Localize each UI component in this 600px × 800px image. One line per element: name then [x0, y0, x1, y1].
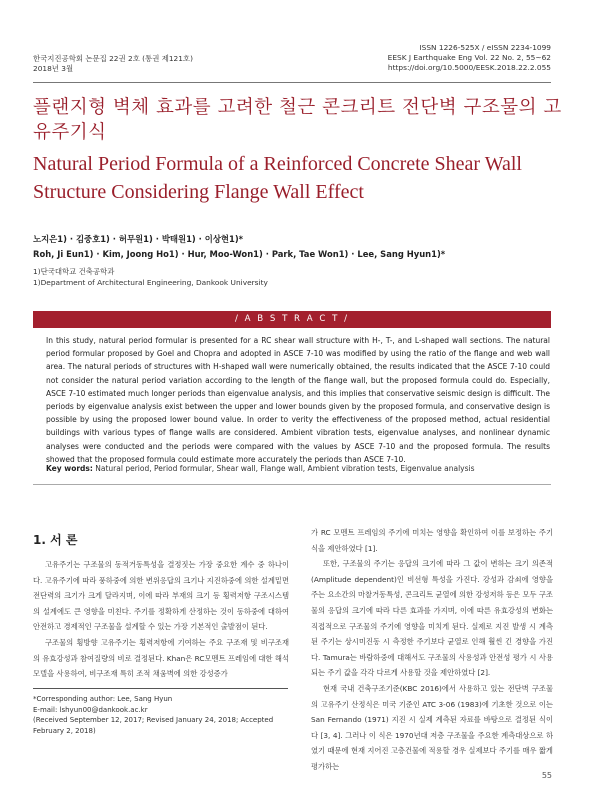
authors-english: Roh, Ji Eun1) · Kim, Joong Ho1) · Hur, Moo-Won1) · Park, Tae Won1) · Lee, Sang Hyun1)*: [33, 249, 446, 259]
journal-name-ko: 한국지진공학회 논문집 22권 2호 (통권 제121호): [33, 54, 193, 63]
doi-link[interactable]: https://doi.org/10.5000/EESK.2018.22.2.055: [387, 63, 551, 72]
affiliation-english: 1)Department of Architectural Engineering, Dankook University: [33, 278, 268, 287]
page-number: 55: [541, 771, 552, 780]
keywords-text: Natural period, Period formular, Shear wall, Flange wall, Ambient vibration tests, Eigenvalue analysis: [95, 464, 475, 473]
abstract-heading: / A B S T R A C T /: [33, 311, 551, 328]
received-dates: (Received September 12, 2017; Revised January 24, 2018; Accepted February 2, 2018): [33, 716, 274, 735]
header-divider: [33, 82, 551, 83]
authors-korean: 노지은1) · 김중호1) · 허무원1) · 박태원1) · 이상현1)*: [33, 234, 244, 244]
paragraph: 가 RC 모멘트 프레임의 주기에 미치는 영향을 확인하여 이를 보정하는 주기식을 제안하였다 [1].: [311, 528, 553, 553]
section-heading-introduction: 1. 서 론: [33, 533, 78, 547]
abstract-divider: [33, 484, 551, 485]
keywords: [46, 464, 550, 473]
title-english: Natural Period Formula of a Reinforced Concrete Shear Wall Structure Considering Flange Wall Effect: [33, 153, 522, 203]
paragraph: 고유주기는 구조물의 동적거동특성을 결정짓는 가장 중요한 계수 중 하나이다. 고유주기에 따라 풍하중에 의한 변위응답의 크기나 지진하중에 의한 설계밑면전단력의 크기가 크게 달라지며, 이에 따라 부재의 크기 등 횡력저항 구조시스템의 설계에도 큰 영향을 미친다. 주기를 정확하게 산정하는 것이 동하중에 대하여 안전하고 경제적인 구조물을 설계할 수 있는 가장 기본적인 출발점이 된다.: [33, 560, 289, 632]
journal-header-left: [33, 54, 193, 74]
body-column-right: [311, 525, 553, 775]
footnote-divider: [33, 688, 288, 689]
title-korean: 플랜지형 벽체 효과를 고려한 철근 콘크리트 전단벽 구조물의 고유주기식: [33, 97, 562, 143]
keywords-label: Key words:: [46, 464, 93, 473]
journal-volume-en: EESK J Earthquake Eng Vol. 22 No. 2, 55~62: [387, 53, 551, 62]
affiliation-korean: 1)단국대학교 건축공학과: [33, 267, 115, 276]
abstract-text: In this study, natural period formular is presented for a RC shear wall structure with H-, T-, and L-shaped wall sections. The natural period formular proposed by Goel and Chopra and adopted in ASCE 7-10 was modified by using the ratio of the flange and web wall area. The natural periods of structures with H-shaped wall were numerically obtained, the results indicated that the ASCE 7-10 could not consider the natural period variation according to the length of the flange wall, but the proposed formula could do. Especially, ASCE 7-10 estimated much longer periods than eigenvalue analysis, and this implies that conservative seismic design is difficult. The periods by eigenvalue analysis exist between the upper and lower bounds given by the proposed formula, and conservative design is possible by using the proposed lower bound value. In order to verity the effectiveness of the proposed method, actual residential buildings with various types of flange walls are considered. Ambient vibration tests, eigenvalue analyses, and nonlinear dynamic analyses were conducted and the periods were compared with the values by ASCE 7-10 and the proposed formula. The results showed that the proposed formula could estimate more accurately the periods than ASCE 7-10.: [46, 336, 550, 464]
body-column-left: [33, 557, 289, 682]
paragraph: 구조물의 횡방향 고유주기는 횡력저항에 기여하는 주요 구조재 및 비구조재의 유효강성과 참여질량의 비로 결정된다. Khan은 RC모멘트 프레임에 대한 해석모델을 사용하여, 비구조재 특히 조적 채움벽에 의한 강성증가: [33, 637, 289, 679]
issue-date-ko: 2018년 3월: [33, 64, 74, 73]
author-email[interactable]: E-mail: lshyun00@dankook.ac.kr: [33, 705, 148, 714]
footnote: [33, 694, 289, 736]
journal-header-right: [388, 43, 551, 73]
paragraph: 또한, 구조물의 주기는 응답의 크기에 따라 그 값이 변하는 크기 의존적(Amplitude dependent)인 비선형 특성을 가진다. 강성과 감쇠에 영향을 주는 요소간의 마찰거동특성, 콘크리트 균열에 의한 강성저하 등은 모두 구조물의 응답의 크기에 따라 다른 효과를 가지며, 이에 따른 유효강성의 변화는 직접적으로 구조물의 주기에 영향을 미치게 된다. 실제로 지진 발생 시 계측된 주기는 상시미진동 시 측정한 주기보다 균열로 인해 훨씬 긴 경향을 가진다. Tamura는 바람하중에 대해서도 구조물의 사용성과 안전성 평가 시 사용되는 주기 값을 각각 다르게 사용할 것을 제안하였다 [2].: [311, 559, 553, 678]
issn: ISSN 1226-525X / eISSN 2234-1099: [419, 43, 551, 52]
paragraph: 현재 국내 건축구조기준(KBC 2016)에서 사용하고 있는 전단벽 구조물의 고유주기 산정식은 미국 기준인 ATC 3-06 (1983)에 기초한 것으로 이는 San Fernando (1971) 지진 시 실제 계측된 자료를 바탕으로 결정된 식이다 [3, 4]. 그러나 이 식은 1970년대 저층 구조물을 주요한 계측대상으로 하였기 때문에 현재 지어진 고층건물에 적용할 경우 실제보다 주기를 매우 짧게 평가하는: [311, 683, 553, 771]
corresponding-author: *Corresponding author: Lee, Sang Hyun: [33, 695, 173, 703]
